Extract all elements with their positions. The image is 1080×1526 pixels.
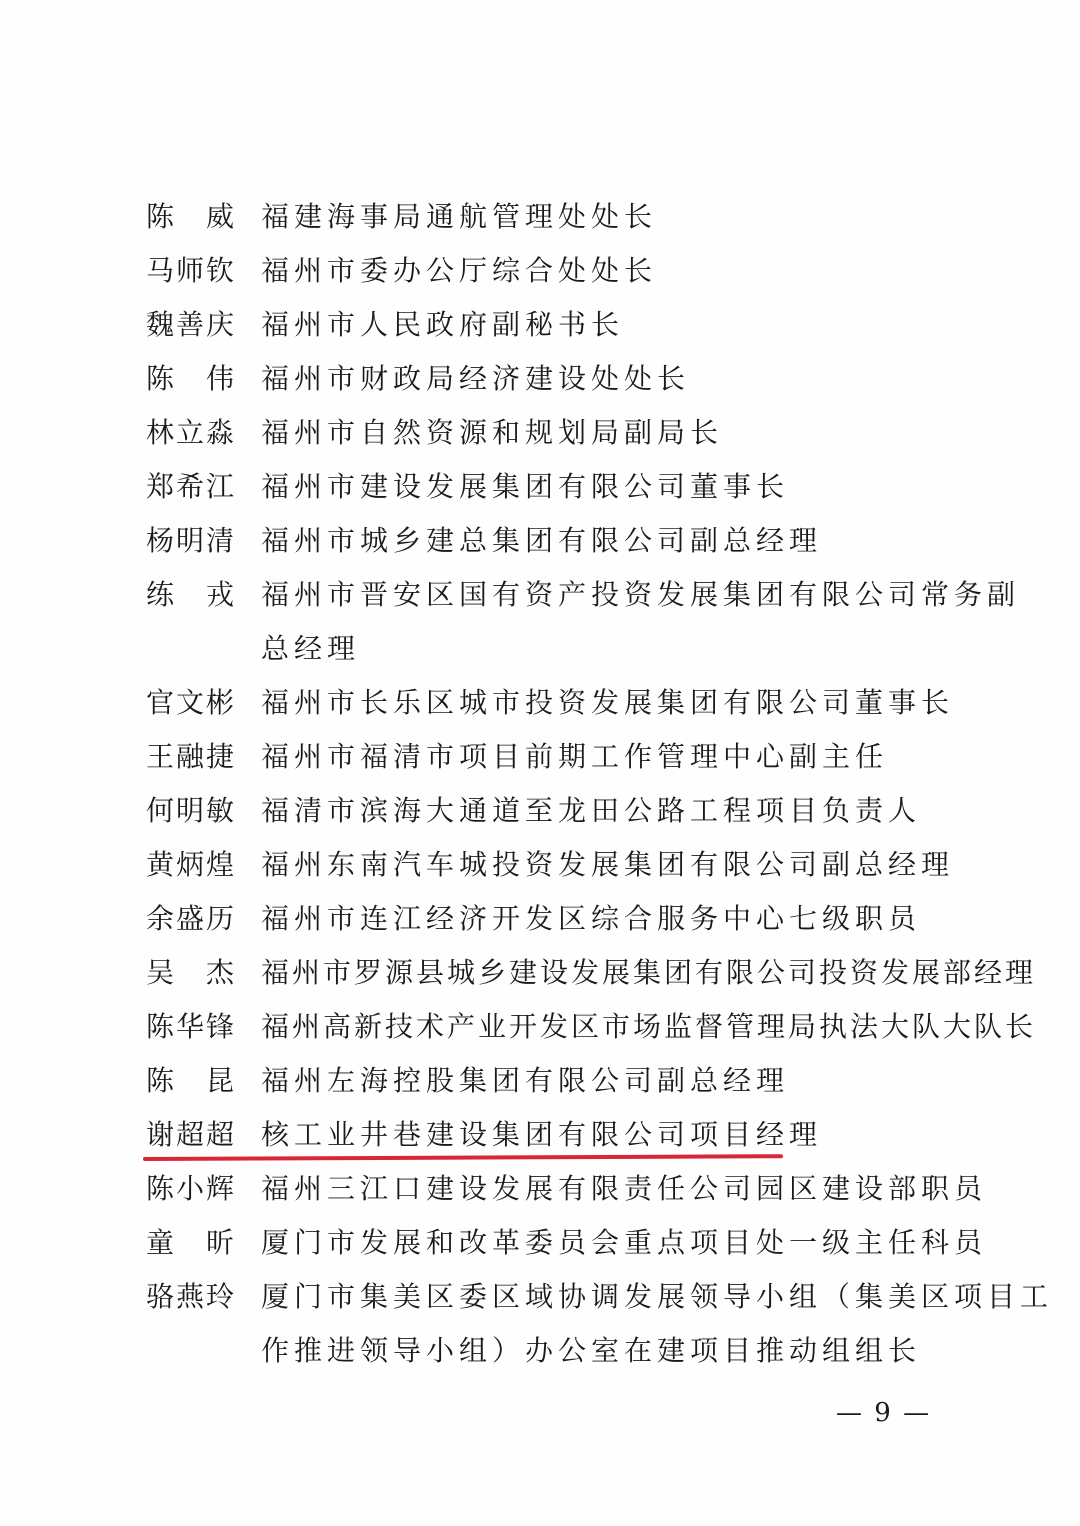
person-title: 福州市建设发展集团有限公司董事长: [261, 470, 790, 503]
person-title: 福州市连江经济开发区综合服务中心七级职员: [261, 902, 922, 935]
person-title: 福州市长乐区城市投资发展集团有限公司董事长: [261, 686, 955, 719]
person-title-line2: 总经理: [261, 632, 361, 665]
person-title: 福州市罗源县城乡建设发展集团有限公司投资发展部经理: [261, 956, 1037, 989]
list-item: [0, 892, 1080, 946]
person-title: 厦门市发展和改革委员会重点项目处一级主任科员: [261, 1226, 988, 1259]
person-title: 福州市自然资源和规划局副局长: [261, 416, 724, 449]
person-name: 官文彬: [146, 686, 237, 719]
page-number: — 9 —: [836, 1398, 932, 1428]
person-name: 陈小辉: [146, 1172, 237, 1205]
person-title: 福州市委办公厅综合处处长: [261, 254, 658, 287]
person-name: 童 昕: [146, 1226, 237, 1259]
person-title: 福州三江口建设发展有限责任公司园区建设部职员: [261, 1172, 988, 1205]
person-title-line2: 作推进领导小组）办公室在建项目推动组组长: [261, 1334, 922, 1367]
person-name: 谢超超: [146, 1118, 237, 1151]
list-item: [0, 1270, 1080, 1378]
person-title: [261, 568, 1021, 676]
person-name: 陈 昆: [146, 1064, 237, 1097]
list-item: [0, 406, 1080, 460]
person-name: 林立淼: [146, 416, 237, 449]
person-name: 陈 威: [146, 200, 237, 233]
person-name: 黄炳煌: [146, 848, 237, 881]
person-title: [261, 1270, 1054, 1378]
list-item: [0, 298, 1080, 352]
person-name: 余盛历: [146, 902, 237, 935]
list-item: [0, 514, 1080, 568]
person-title: 福建海事局通航管理处处长: [261, 200, 658, 233]
person-title: 福州高新技术产业开发区市场监督管理局执法大队大队长: [261, 1010, 1037, 1043]
list-item: [0, 1216, 1080, 1270]
person-title: 福州市城乡建总集团有限公司副总经理: [261, 524, 823, 557]
person-name: 练 戎: [146, 578, 237, 611]
list-item: [0, 352, 1080, 406]
person-name: 陈华锋: [146, 1010, 237, 1043]
person-name: 王融捷: [146, 740, 237, 773]
list-item: [0, 838, 1080, 892]
person-name: 何明敏: [146, 794, 237, 827]
list-item: [0, 730, 1080, 784]
list-item-highlighted: [0, 1108, 1080, 1162]
person-title: 核工业井巷建设集团有限公司项目经理: [261, 1118, 823, 1151]
list-item: [0, 190, 1080, 244]
person-name: 陈 伟: [146, 362, 237, 395]
person-title: 福州市福清市项目前期工作管理中心副主任: [261, 740, 889, 773]
list-item: [0, 784, 1080, 838]
person-title: 福清市滨海大通道至龙田公路工程项目负责人: [261, 794, 922, 827]
list-item: [0, 676, 1080, 730]
person-title: 福州左海控股集团有限公司副总经理: [261, 1064, 790, 1097]
person-title: 福州市财政局经济建设处处长: [261, 362, 691, 395]
person-title: 福州东南汽车城投资发展集团有限公司副总经理: [261, 848, 955, 881]
person-name: 郑希江: [146, 470, 237, 503]
person-name: 魏善庆: [146, 308, 237, 341]
person-name: 骆燕玲: [146, 1280, 237, 1313]
person-name: 马师钦: [146, 254, 237, 287]
list-item: [0, 1054, 1080, 1108]
list-item: [0, 946, 1080, 1000]
list-item: [0, 568, 1080, 676]
list-item: [0, 1162, 1080, 1216]
person-title-line1: 福州市晋安区国有资产投资发展集团有限公司常务副: [261, 578, 1021, 611]
list-item: [0, 244, 1080, 298]
list-item: [0, 1000, 1080, 1054]
person-title-line1: 厦门市集美区委区域协调发展领导小组（集美区项目工: [261, 1280, 1054, 1313]
person-title: 福州市人民政府副秘书长: [261, 308, 625, 341]
list-item: [0, 460, 1080, 514]
person-name: 吴 杰: [146, 956, 237, 989]
person-name: 杨明清: [146, 524, 237, 557]
